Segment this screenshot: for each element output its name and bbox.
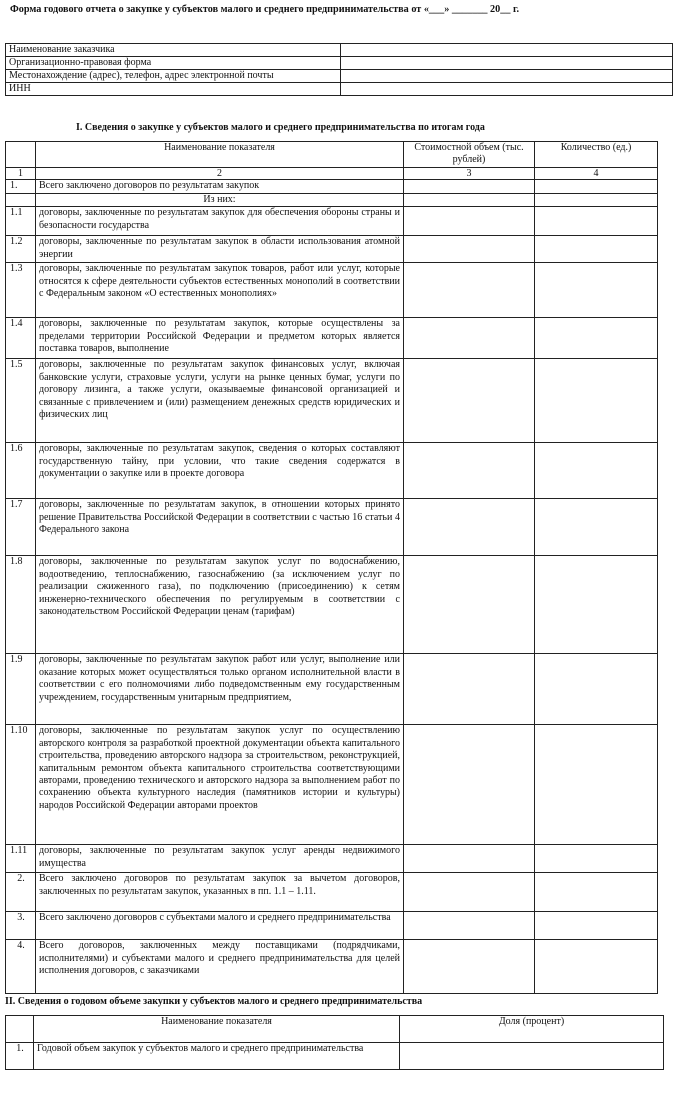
- count-cell[interactable]: [535, 499, 658, 556]
- row-label: Всего заключено договоров с субъектами малого и среднего предпринимательства: [36, 912, 404, 940]
- table-row: [6, 873, 658, 912]
- row-label: договоры, заключенные по результатам закупок для обеспечения обороны страны и безопасности государства: [36, 207, 404, 236]
- value-cell[interactable]: [404, 443, 535, 499]
- count-cell[interactable]: [535, 194, 658, 207]
- share-cell[interactable]: [400, 1043, 664, 1070]
- customer-row: [6, 70, 673, 83]
- row-label: Годовой объем закупок у субъектов малого и среднего предпринимательства: [34, 1043, 400, 1070]
- row-number: 4.: [6, 940, 36, 994]
- row-label: договоры, заключенные по результатам закупок услуг по водоснабжению, водоотведению, теплоснабжению, газоснабжению (за исключением услуг по реализации сжиженного газа), по подключению (присоединению) к сетям инженерно-технического обеспечения по регулируемым в соответствии с законодательством Российской Федерации ценам (тарифам): [36, 556, 404, 654]
- table-row: [6, 443, 658, 499]
- value-cell[interactable]: [404, 556, 535, 654]
- column-number: 3: [404, 168, 535, 180]
- section1-title: I. Сведения о закупке у субъектов малого и среднего предпринимательства по итогам года: [76, 122, 485, 133]
- column-header: Доля (процент): [400, 1016, 664, 1043]
- column-header: Наименование показателя: [36, 142, 404, 168]
- row-label: Всего договоров, заключенных между поставщиками (подрядчиками, исполнителями) и субъектами малого и среднего предпринимательства для целей исполнения договоров, с заказчиками: [36, 940, 404, 994]
- customer-row: [6, 57, 673, 70]
- value-cell[interactable]: [404, 654, 535, 725]
- table-row: [6, 194, 658, 207]
- row-label: договоры, заключенные по результатам закупок, сведения о которых составляют государственную тайну, при условии, что такие сведения содержатся в документации о закупке или в проекте договора: [36, 443, 404, 499]
- row-label: договоры, заключенные по результатам закупок работ или услуг, выполнение или оказание которых может осуществляться только органом исполнительной власти в соответствии с его полномочиями либо подведомственным ему государственным учреждением, государственным унитарным предприятием,: [36, 654, 404, 725]
- row-label: договоры, заключенные по результатам закупок товаров, работ или услуг, которые относятся к сфере деятельности субъектов естественных монополий в соответствии с Федеральным законом «О естественных монополиях»: [36, 263, 404, 318]
- table-header-row: [6, 1016, 664, 1043]
- count-cell[interactable]: [535, 207, 658, 236]
- row-number: 1.8: [6, 556, 36, 654]
- customer-label: Наименование заказчика: [6, 44, 341, 57]
- form-title: Форма годового отчета о закупке у субъектов малого и среднего предпринимательства от «___» _______ 20__ г.: [10, 4, 520, 15]
- column-header: Стоимостной объем (тыс. рублей): [404, 142, 535, 168]
- table-row: [6, 499, 658, 556]
- row-label: договоры, заключенные по результатам закупок услуг аренды недвижимого имущества: [36, 845, 404, 873]
- customer-label: ИНН: [6, 83, 341, 96]
- row-number: 1.2: [6, 236, 36, 263]
- row-number: 1.10: [6, 725, 36, 845]
- column-number: 4: [535, 168, 658, 180]
- table-header-row: [6, 142, 658, 168]
- column-number: 1: [6, 168, 36, 180]
- row-label: Всего заключено договоров по результатам закупок: [36, 180, 404, 194]
- row-label: договоры, заключенные по результатам закупок услуг по осуществлению авторского контроля за разработкой проектной документации объекта капитального строительства, проведению авторского надзора за строительством, реконструкцией, капитальным ремонтом объекта капитального строительства соответствующими авторами, проведению технического и авторского надзора за выполнением работ по сохранению объекта культурного наследия (памятников истории и культуры) народов Российской Федерации авторами проектов: [36, 725, 404, 845]
- column-number-row: [6, 168, 658, 180]
- row-number: 3.: [6, 912, 36, 940]
- value-cell[interactable]: [404, 725, 535, 845]
- row-label: Всего заключено договоров по результатам закупок за вычетом договоров, заключенных по результатам закупок, указанных в пп. 1.1 – 1.11.: [36, 873, 404, 912]
- count-cell[interactable]: [535, 940, 658, 994]
- value-cell[interactable]: [404, 912, 535, 940]
- value-cell[interactable]: [404, 359, 535, 443]
- column-header: Наименование показателя: [34, 1016, 400, 1043]
- value-cell[interactable]: [404, 180, 535, 194]
- table-row: [6, 236, 658, 263]
- value-cell[interactable]: [404, 873, 535, 912]
- value-cell[interactable]: [404, 845, 535, 873]
- row-number: 1.: [6, 180, 36, 194]
- row-number: 1.9: [6, 654, 36, 725]
- row-number: 1.3: [6, 263, 36, 318]
- row-label: договоры, заключенные по результатам закупок, в отношении которых принято решение Правительства Российской Федерации в соответствии с частью 16 статьи 4 Федерального закона: [36, 499, 404, 556]
- customer-label: Организационно-правовая форма: [6, 57, 341, 70]
- customer-info-table: [5, 43, 673, 96]
- row-number: 1.1: [6, 207, 36, 236]
- table-row: [6, 359, 658, 443]
- row-label: договоры, заключенные по результатам закупок в области использования атомной энергии: [36, 236, 404, 263]
- row-number: 1.11: [6, 845, 36, 873]
- value-cell[interactable]: [404, 236, 535, 263]
- value-cell[interactable]: [404, 940, 535, 994]
- row-number: 1.7: [6, 499, 36, 556]
- count-cell[interactable]: [535, 725, 658, 845]
- customer-value[interactable]: [341, 44, 673, 57]
- row-number: 1.4: [6, 318, 36, 359]
- table-row: [6, 940, 658, 994]
- count-cell[interactable]: [535, 873, 658, 912]
- table-row: [6, 725, 658, 845]
- table-row: [6, 556, 658, 654]
- table-row: [6, 654, 658, 725]
- customer-value[interactable]: [341, 83, 673, 96]
- count-cell[interactable]: [535, 359, 658, 443]
- table-row: [6, 318, 658, 359]
- row-number: 1.: [6, 1043, 34, 1070]
- table-row: [6, 1043, 664, 1070]
- column-number: 2: [36, 168, 404, 180]
- count-cell[interactable]: [535, 443, 658, 499]
- table-row: [6, 912, 658, 940]
- section2-title: II. Сведения о годовом объеме закупки у субъектов малого и среднего предпринимательства: [5, 996, 423, 1007]
- row-number: 1.6: [6, 443, 36, 499]
- customer-value[interactable]: [341, 70, 673, 83]
- value-cell[interactable]: [404, 194, 535, 207]
- row-label: договоры, заключенные по результатам закупок финансовых услуг, включая банковские услуги, страховые услуги, услуги на рынке ценных бумаг, услуги по договору лизинга, а также услуги, оказываемые финансовой организацией и связанные с привлечением и (или) размещением денежных средств юридических и физических лиц: [36, 359, 404, 443]
- value-cell[interactable]: [404, 318, 535, 359]
- column-header: [6, 142, 36, 168]
- count-cell[interactable]: [535, 236, 658, 263]
- row-label: Из них:: [36, 194, 404, 207]
- value-cell[interactable]: [404, 207, 535, 236]
- customer-label: Местонахождение (адрес), телефон, адрес электронной почты: [6, 70, 341, 83]
- column-header: [6, 1016, 34, 1043]
- table-row: [6, 263, 658, 318]
- count-cell[interactable]: [535, 654, 658, 725]
- table-row: [6, 207, 658, 236]
- count-cell[interactable]: [535, 263, 658, 318]
- customer-row: [6, 83, 673, 96]
- section2-table: [5, 1015, 664, 1070]
- row-number: 1.5: [6, 359, 36, 443]
- customer-value[interactable]: [341, 57, 673, 70]
- count-cell[interactable]: [535, 556, 658, 654]
- section1-table: [5, 141, 658, 994]
- column-header: Количество (ед.): [535, 142, 658, 168]
- table-row: [6, 180, 658, 194]
- value-cell[interactable]: [404, 499, 535, 556]
- count-cell[interactable]: [535, 845, 658, 873]
- count-cell[interactable]: [535, 318, 658, 359]
- customer-row: [6, 44, 673, 57]
- count-cell[interactable]: [535, 180, 658, 194]
- row-number: 2.: [6, 873, 36, 912]
- value-cell[interactable]: [404, 263, 535, 318]
- count-cell[interactable]: [535, 912, 658, 940]
- row-number: [6, 194, 36, 207]
- table-row: [6, 845, 658, 873]
- row-label: договоры, заключенные по результатам закупок, которые осуществлены за пределами территории Российской Федерации и предметом которых является поставка товаров, выполнение: [36, 318, 404, 359]
